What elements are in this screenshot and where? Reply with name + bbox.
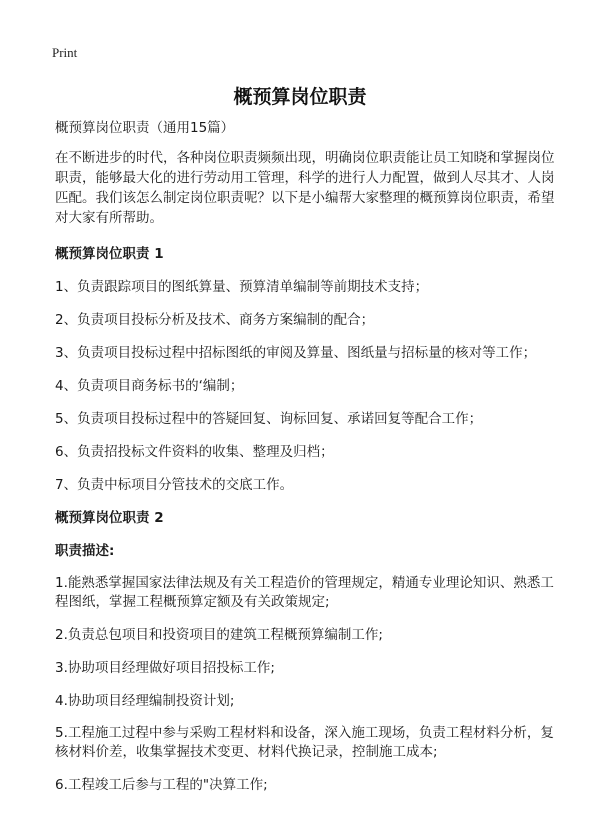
document-subtitle: 概预算岗位职责（通用15篇） <box>55 120 235 136</box>
section-2-item: 1.能熟悉掌握国家法律法规及有关工程造价的管理规定，精通专业理论知识、熟悉工程图纸，掌握工程概预算定额及有关政策规定; <box>55 575 554 610</box>
document-body <box>55 118 555 808</box>
section-2-item: 5.工程施工过程中参与采购工程材料和设备，深入施工现场，负责工程材料分析，复核材料价差，收集掌握技术变更、材料代换记录，控制施工成本; <box>55 725 554 760</box>
intro-paragraph: 在不断进步的时代，各种岗位职责频频出现，明确岗位职责能让员工知晓和掌握岗位职责，能够最大化的进行劳动用工管理，科学的进行人力配置，做到人尽其才、人岗匹配。我们该怎么制定岗位职责呢？以下是小编帮大家整理的概预算岗位职责，希望对大家有所帮助。 <box>55 150 555 226</box>
section-2-item: 6.工程竣工后参与工程的"决算工作; <box>55 777 268 793</box>
section-1-item: 1、负责跟踪项目的图纸算量、预算清单编制等前期技术支持； <box>55 279 429 295</box>
print-label[interactable]: Print <box>52 45 78 60</box>
section-1-item: 7、负责中标项目分管技术的交底工作。 <box>55 477 294 493</box>
section-1-item: 2、负责项目投标分析及技术、商务方案编制的配合； <box>55 312 375 328</box>
section-1-item: 6、负责招投标文件资料的收集、整理及归档； <box>55 444 334 460</box>
section-1-item: 4、负责项目商务标书的‘编制； <box>55 378 244 394</box>
section-2-subheading: 职责描述: <box>55 543 115 559</box>
section-2-item: 4.协助项目经理编制投资计划; <box>55 693 235 709</box>
section-1-heading: 概预算岗位职责 1 <box>55 246 164 262</box>
section-2-item: 3.协助项目经理做好项目招投标工作; <box>55 660 275 676</box>
section-2-heading: 概预算岗位职责 2 <box>55 510 164 526</box>
section-1-item: 3、负责项目投标过程中招标图纸的审阅及算量、图纸量与招标量的核对等工作； <box>55 345 537 361</box>
section-1-item: 5、负责项目投标过程中的答疑回复、询标回复、承诺回复等配合工作； <box>55 411 483 427</box>
section-2-item: 2.负责总包项目和投资项目的建筑工程概预算编制工作; <box>55 627 383 643</box>
page-title: 概预算岗位职责 <box>233 86 367 108</box>
